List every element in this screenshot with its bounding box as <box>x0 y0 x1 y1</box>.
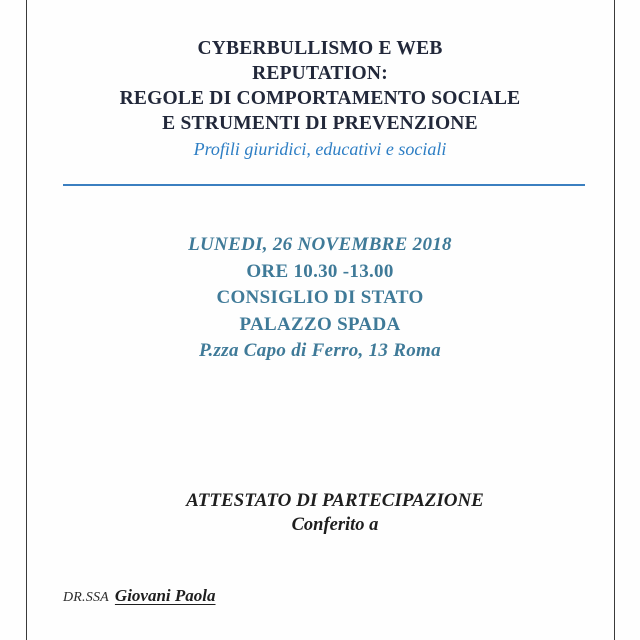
event-building: PALAZZO SPADA <box>239 313 401 335</box>
event-time: ORE 10.30 -13.00 <box>246 260 394 282</box>
recipient-honorific: DR.SSA <box>63 590 109 605</box>
event-address: P.zza Capo di Ferro, 13 Roma <box>199 340 441 361</box>
title-line-2: REPUTATION: <box>252 63 388 84</box>
recipient-name: Giovani Paola <box>114 586 216 605</box>
title-block <box>0 36 640 161</box>
subtitle: Profili giuridici, educativi e sociali <box>193 139 447 159</box>
event-venue: CONSIGLIO DI STATO <box>216 287 424 308</box>
recipient <box>63 586 216 606</box>
event-details <box>0 232 640 365</box>
title-line-3: REGOLE DI COMPORTAMENTO SOCIALE <box>119 88 521 109</box>
title-line-4: E STRUMENTI DI PREVENZIONE <box>162 113 478 134</box>
certificate-heading <box>0 488 640 538</box>
title-line-1: CYBERBULLISMO E WEB <box>197 38 443 59</box>
section-divider <box>63 184 585 186</box>
certificate-title: ATTESTATO DI PARTECIPAZIONE <box>186 490 484 511</box>
certificate-conferred: Conferito a <box>291 515 379 535</box>
event-date: LUNEDI, 26 NOVEMBRE 2018 <box>188 234 452 255</box>
